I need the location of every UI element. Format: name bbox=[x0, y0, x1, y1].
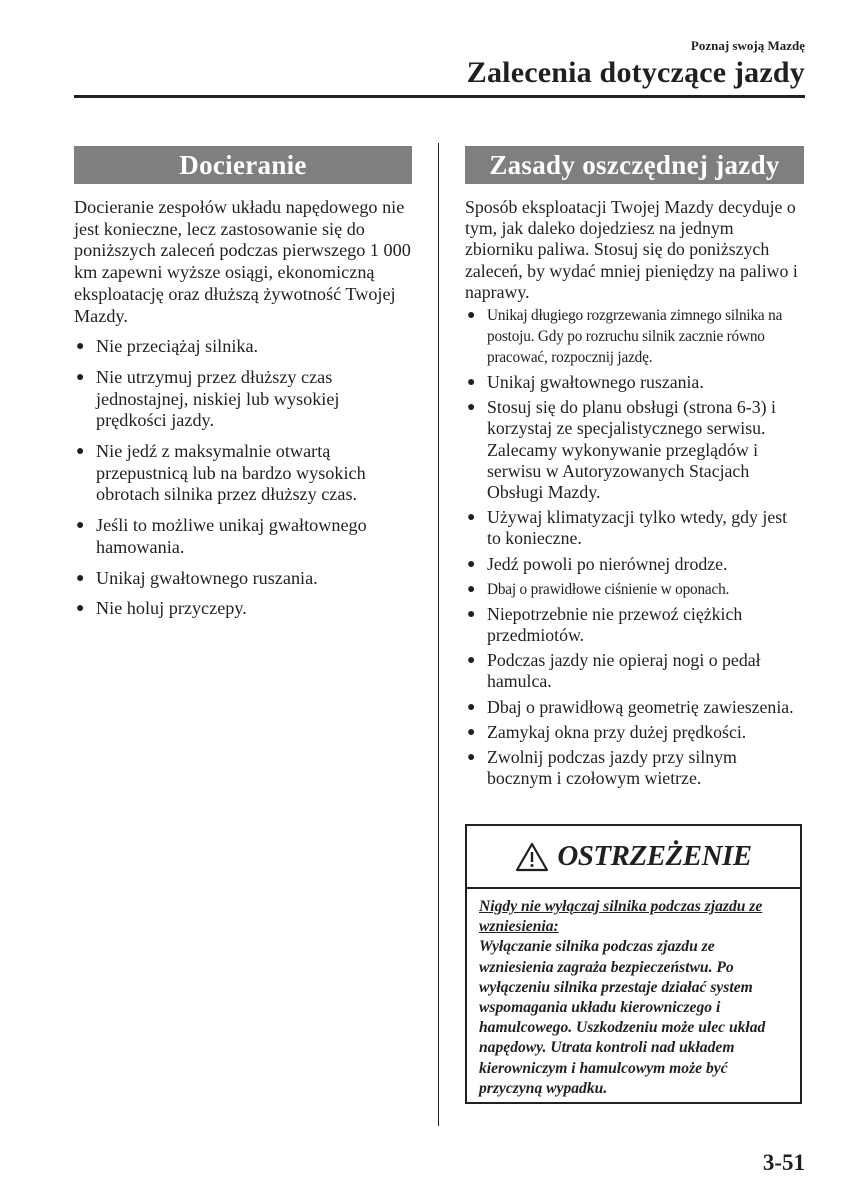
bullet-icon: ● bbox=[467, 308, 476, 324]
economy-intro: Sposób eksploatacji Twojej Mazdy decyduje o tym, jak daleko dojedziesz na jednym zbiorniku paliwa. Stosuj się do poniższych zaleceń, by wydać mniej pieniędzy na paliwo i naprawy. bbox=[465, 197, 798, 302]
list-item: ● Używaj klimatyzacji tylko wtedy, gdy jest to konieczne. bbox=[467, 507, 788, 549]
list-item: ● Dbaj o prawidłową geometrię zawieszenia. bbox=[467, 696, 794, 717]
right-column bbox=[465, 146, 804, 793]
break-in-list bbox=[74, 336, 412, 620]
bullet-icon: ● bbox=[467, 750, 476, 766]
list-item: ● Nie przeciążaj silnika. bbox=[76, 336, 259, 357]
list-item: ● Unikaj długiego rozgrzewania zimnego silnika na postoju. Gdy po rozruchu silnik zacznie równo pracować, rozpocznij jazdę. bbox=[467, 307, 783, 367]
bullet-icon: ● bbox=[467, 510, 476, 526]
bullet-icon: ● bbox=[467, 606, 476, 622]
bullet-icon: ● bbox=[467, 581, 476, 597]
warning-title: OSTRZEŻENIE bbox=[557, 840, 752, 872]
list-item: ● Jedź powoli po nierównej drodze. bbox=[467, 553, 728, 574]
left-column bbox=[74, 146, 412, 629]
bullet-icon: ● bbox=[467, 724, 476, 740]
section-heading-break-in: Docieranie bbox=[74, 146, 412, 184]
warning-header bbox=[467, 826, 800, 889]
list-item: ● Unikaj gwałtownego ruszania. bbox=[76, 567, 318, 588]
page-number: 3-51 bbox=[762, 1150, 805, 1175]
list-item: ● Unikaj gwałtownego ruszania. bbox=[467, 372, 704, 393]
list-item: ● Stosuj się do planu obsługi (strona 6-3) i korzystaj ze specjalistycznego serwisu. Zalecamy wykonywanie przeglądów i serwisu w Autoryzowanych Stacjach Obsługi Mazdy. bbox=[467, 397, 776, 503]
list-item: ● Zwolnij podczas jazdy przy silnym bocznym i czołowym wietrze. bbox=[467, 747, 737, 789]
bullet-icon: ● bbox=[467, 699, 476, 715]
bullet-icon: ● bbox=[467, 375, 476, 391]
list-item: ● Niepotrzebnie nie przewoź ciężkich przedmiotów. bbox=[467, 603, 743, 646]
bullet-icon: ● bbox=[76, 369, 85, 385]
list-item: ● Nie jedź z maksymalnie otwartą przepustnicą lub na bardzo wysokich obrotach silnika przez dłuższy czas. bbox=[76, 441, 366, 505]
list-item: ● Jeśli to możliwe unikaj gwałtownego hamowania. bbox=[76, 515, 367, 557]
bullet-icon: ● bbox=[467, 400, 476, 416]
list-item: ● Zamykaj okna przy dużej prędkości. bbox=[467, 721, 747, 742]
bullet-icon: ● bbox=[467, 556, 476, 572]
bullet-icon: ● bbox=[467, 653, 476, 669]
list-item: ● Podczas jazdy nie opieraj nogi o pedał hamulca. bbox=[467, 650, 761, 692]
bullet-icon: ● bbox=[76, 518, 85, 534]
column-divider bbox=[438, 143, 439, 1126]
warning-box bbox=[465, 824, 802, 1104]
list-item: ● Dbaj o prawidłowe ciśnienie w oponach. bbox=[467, 580, 730, 598]
list-item: ● Nie holuj przyczepy. bbox=[76, 598, 247, 619]
chapter-label: Poznaj swoją Mazdę bbox=[690, 38, 805, 53]
warning-triangle-icon bbox=[515, 842, 549, 872]
bullet-icon: ● bbox=[76, 444, 85, 460]
bullet-icon: ● bbox=[76, 570, 85, 586]
page-title: Zalecenia dotyczące jazdy bbox=[466, 56, 805, 89]
bullet-icon: ● bbox=[76, 339, 85, 355]
header-rule bbox=[74, 95, 805, 98]
break-in-intro: Docieranie zespołów układu napędowego nie jest konieczne, lecz zastosowanie się do poniższych zaleceń podczas pierwszego 1 000 km zapewni wyższe osiągi, ekonomiczną eksploatację oraz dłuższą żywotność Twojej Mazdy. bbox=[74, 197, 411, 326]
economy-list bbox=[465, 305, 804, 789]
warning-body bbox=[467, 889, 800, 1099]
warning-subtitle: Nigdy nie wyłączaj silnika podczas zjazdu ze wzniesienia: bbox=[479, 898, 763, 936]
warning-text: Wyłączanie silnika podczas zjazdu ze wzniesienia zagraża bezpieczeństwu. Po wyłączeniu silnika przestaje działać system wspomagania układu kierowniczego i hamulcowego. Uszkodzeniu może ulec układ napędowy. Utrata kontroli nad układem kierowniczym i hamulcowym może być przyczyną wypadku. bbox=[479, 938, 766, 1097]
bullet-icon: ● bbox=[76, 601, 85, 617]
section-heading-economy: Zasady oszczędnej jazdy bbox=[465, 146, 804, 184]
list-item: ● Nie utrzymuj przez dłuższy czas jednostajnej, niskiej lub wysokiej prędkości jazdy. bbox=[76, 366, 340, 431]
